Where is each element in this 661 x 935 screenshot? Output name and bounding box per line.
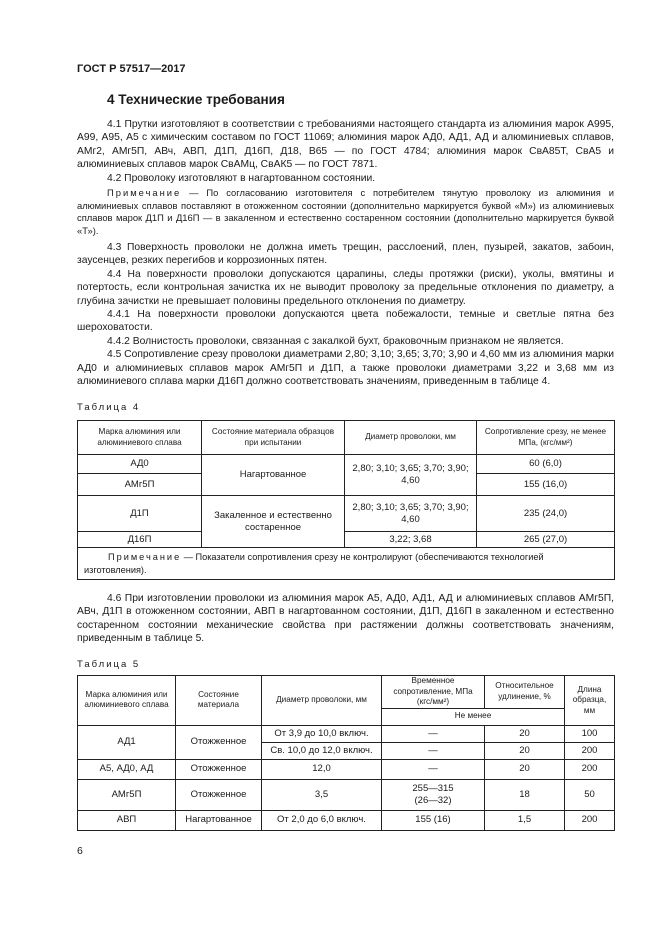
table-5 xyxy=(77,675,615,831)
table-4-cell: Д16П xyxy=(78,532,202,548)
table-4-header: Диаметр проволоки, мм xyxy=(345,421,477,455)
paragraph-4-6: 4.6 При изготовлении проволоки из алюминия марок А5, АД0, АД1, АД и алюминиевых сплавов АМг5П, АВч, Д1П в отожженном состоянии, АВП в нагартованном состоянии, Д1П, Д16П в закаленном и естественно состаренном состоянии механические свойства при растяжении должны соответствовать значениям, приведенным в таблице 5. xyxy=(77,593,614,645)
table-4-header: Состояние материала образцов при испытании xyxy=(202,421,345,455)
table-5-cell: АМг5П xyxy=(78,779,176,810)
table-5-cell: 12,0 xyxy=(262,759,382,779)
table-5-cell: 18 xyxy=(485,779,565,810)
table-4-note xyxy=(78,548,615,580)
table-5-cell: 200 xyxy=(565,742,615,759)
table-5-header: Диаметр проволоки, мм xyxy=(262,676,382,726)
table-5-header: Состояние материала xyxy=(176,676,262,726)
document-header: ГОСТ Р 57517—2017 xyxy=(77,63,186,75)
table-5-cell: Отожженное xyxy=(176,725,262,759)
table-5-cell: 3,5 xyxy=(262,779,382,810)
paragraphs-top xyxy=(77,118,614,185)
table-5-cell: 50 xyxy=(565,779,615,810)
table-5-cell: 20 xyxy=(485,759,565,779)
table-5-cell xyxy=(382,779,485,810)
table-5-cell: — xyxy=(382,742,485,759)
table-5-cell: Нагартованное xyxy=(176,810,262,830)
table-5-cell: 20 xyxy=(485,725,565,742)
table-5-caption: Таблица 5 xyxy=(77,659,141,670)
table-5-header: Длина образца, мм xyxy=(565,676,615,726)
section-title: 4 Технические требования xyxy=(107,92,285,107)
table-4-note-text: — Показатели сопротивления срезу не контролируют (обеспечиваются технологией изготовления). xyxy=(84,552,544,575)
paragraph-4-3: 4.3 Поверхность проволоки не должна иметь трещин, расслоений, плен, пузырей, закатов, забоин, заусенцев, резких перегибов и коррозионных пятен. xyxy=(77,242,614,267)
table-5-subheader: Не менее xyxy=(382,708,565,725)
table-5-header: Марка алюминия или алюминиевого сплава xyxy=(78,676,176,726)
table-4-caption: Таблица 4 xyxy=(77,402,141,413)
paragraph-4-4: 4.4 На поверхности проволоки допускаются царапины, следы протяжки (риски), уколы, вмятины и потертость, если контрольная зачистка их не выводит проволоку за предельные отклонения по диаметру, а глубина зачистки не превышает половины предельного отклонения по диаметру. xyxy=(77,268,614,307)
table-5-cell: 155 (16) xyxy=(382,810,485,830)
paragraph-4-6-block xyxy=(77,592,614,646)
table-5-cell: — xyxy=(382,725,485,742)
table-4-header: Марка алюминия или алюминиевого сплава xyxy=(78,421,202,455)
table-4-cell: 2,80; 3,10; 3,65; 3,70; 3,90; 4,60 xyxy=(345,496,477,532)
table-4 xyxy=(77,420,615,580)
table-5-cell: АВП xyxy=(78,810,176,830)
table-5-cell: 1,5 xyxy=(485,810,565,830)
note-1-label: Примечание xyxy=(107,187,182,198)
paragraph-4-1: 4.1 Прутки изготовляют в соответствии с требованиями настоящего стандарта из алюминия марок А995, А99, А95, А5 с химическим составом по ГОСТ 11069; алюминия марок АД0, АД1, АД и алюминиевых сплавов, АМг2, АМг5П, АВч, АВП, Д1П, Д16П, Д18, В65 — по ГОСТ 4784; алюминия марок СвА85Т, СвА5 и алюминиевых сплавов марок СвАМц, СвАК5 — по ГОСТ 7871. xyxy=(77,119,614,171)
page-number: 6 xyxy=(77,845,83,857)
table-5-cell: 20 xyxy=(485,742,565,759)
note-1-text: — По согласованию изготовителя с потребителем тянутую проволоку из алюминия и алюминиевых сплавов поставляют в отожженном состоянии (дополнительно маркируется буквой «М») из алюминиевых сплавов марок Д1П и Д16П — в закаленном и естественно состаренном состоянии (дополнительно маркируется буквой «Т»). xyxy=(77,187,614,236)
paragraph-4-2: 4.2 Проволоку изготовляют в нагартованном состоянии. xyxy=(107,172,376,184)
table-4-cell: Закаленное и естественно состаренное xyxy=(202,496,345,548)
note-1 xyxy=(77,187,614,237)
table-5-cell: Св. 10,0 до 12,0 включ. xyxy=(262,742,382,759)
table-4-cell: 155 (16,0) xyxy=(477,474,615,496)
paragraph-4-4-2: 4.4.2 Волнистость проволоки, связанная с закалкой бухт, браковочным признаком не является. xyxy=(107,335,564,347)
paragraph-4-5: 4.5 Сопротивление срезу проволоки диаметрами 2,80; 3,10; 3,65; 3,70; 3,90 и 4,60 мм из алюминия марки АД0 и алюминиевых сплавов марок АМг5П и Д1П, а также проволоки диаметрами 3,22 и 3,68 мм из алюминиевого сплава марки Д16П должно соответствовать значениям, приведенным в таблице 4. xyxy=(77,349,614,388)
table-4-cell: 265 (27,0) xyxy=(477,532,615,548)
strength-range-kgf: (26—32) xyxy=(414,794,452,806)
table-4-note-label: Примечание xyxy=(108,552,182,562)
table-5-header: Временное сопротивление, МПа (кгс/мм²) xyxy=(382,676,485,709)
paragraphs-mid xyxy=(77,241,614,388)
table-4-cell: АМг5П xyxy=(78,474,202,496)
table-4-cell: 60 (6,0) xyxy=(477,455,615,474)
table-4-cell: Д1П xyxy=(78,496,202,532)
table-5-header: Относительное удлинение, % xyxy=(485,676,565,709)
table-5-cell: Отожженное xyxy=(176,779,262,810)
table-5-cell: Отожженное xyxy=(176,759,262,779)
table-4-cell: 2,80; 3,10; 3,65; 3,70; 3,90; 4,60 xyxy=(345,455,477,496)
table-5-cell: — xyxy=(382,759,485,779)
table-5-cell: От 3,9 до 10,0 включ. xyxy=(262,725,382,742)
table-5-cell: А5, АД0, АД xyxy=(78,759,176,779)
strength-range: 255—315 xyxy=(412,782,454,794)
table-4-cell: 235 (24,0) xyxy=(477,496,615,532)
table-4-cell: АД0 xyxy=(78,455,202,474)
table-5-cell: 200 xyxy=(565,810,615,830)
paragraph-4-4-1: 4.4.1 На поверхности проволоки допускаются цвета побежалости, темные и светлые пятна без шероховатости. xyxy=(77,309,614,334)
table-5-cell: 200 xyxy=(565,759,615,779)
table-4-header: Сопротивление срезу, не менее МПа, (кгс/мм²) xyxy=(477,421,615,455)
table-4-cell: 3,22; 3,68 xyxy=(345,532,477,548)
table-5-cell: 100 xyxy=(565,725,615,742)
table-5-cell: АД1 xyxy=(78,725,176,759)
table-5-cell: От 2,0 до 6,0 включ. xyxy=(262,810,382,830)
table-4-cell: Нагартованное xyxy=(202,455,345,496)
